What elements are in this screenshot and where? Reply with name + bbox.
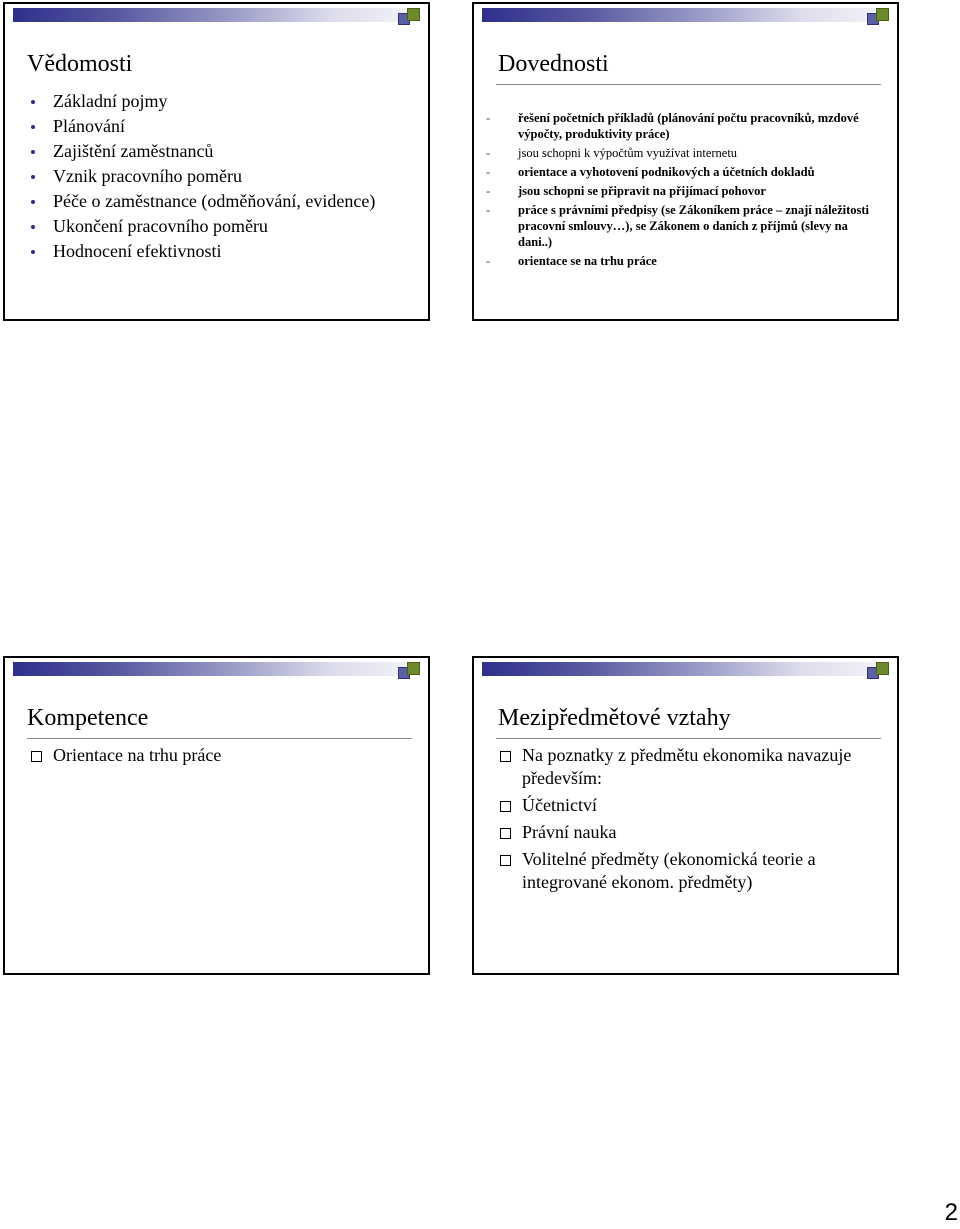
square-bullet-icon — [31, 751, 42, 762]
slide-header-bar — [482, 662, 889, 676]
bullet-dot-icon — [31, 125, 35, 129]
header-square-green — [876, 662, 889, 675]
title-divider — [496, 738, 881, 739]
header-gradient — [482, 662, 879, 676]
square-bullet-list — [31, 744, 416, 771]
header-gradient — [13, 8, 410, 22]
list-item: Základní pojmy — [31, 90, 416, 113]
list-item: - řešení početních příkladů (plánování počtu pracovníků, mzdové výpočty, produktivity práce) — [486, 111, 859, 141]
list-item: Volitelné předměty (ekonomická teorie a integrované ekonom. předměty) — [500, 848, 885, 894]
square-bullet-icon — [500, 801, 511, 812]
slide-title: Dovednosti — [498, 51, 609, 77]
header-square-green — [407, 8, 420, 21]
square-bullet-icon — [500, 855, 511, 866]
square-bullet-icon — [500, 751, 511, 762]
header-gradient — [482, 8, 879, 22]
square-bullet-list — [500, 744, 885, 898]
list-item: Právní nauka — [500, 821, 885, 844]
list-item: Na poznatky z předmětu ekonomika navazuje především: — [500, 744, 885, 790]
bullet-dot-icon — [31, 250, 35, 254]
page-number: 2 — [944, 1199, 958, 1226]
slide-dovednosti — [472, 2, 899, 321]
bullet-dot-icon — [31, 175, 35, 179]
list-item: Hodnocení efektivnosti — [31, 240, 416, 263]
list-item: Plánování — [31, 115, 416, 138]
bullet-dot-icon — [31, 150, 35, 154]
list-item: - orientace se na trhu práce — [486, 254, 657, 268]
list-item: Vznik pracovního poměru — [31, 165, 416, 188]
square-bullet-icon — [500, 828, 511, 839]
slide-kompetence — [3, 656, 430, 975]
list-item: Ukončení pracovního poměru — [31, 215, 416, 238]
slide-header-bar — [13, 8, 420, 22]
bullet-dot-icon — [31, 200, 35, 204]
list-item: Zajištění zaměstnanců — [31, 140, 416, 163]
bullet-dot-icon — [31, 225, 35, 229]
slide-title: Mezipředmětové vztahy — [498, 705, 731, 731]
slide-title: Kompetence — [27, 705, 149, 731]
slide-header-bar — [482, 8, 889, 22]
list-item: - jsou schopni se připravit na přijímací pohovor — [486, 184, 766, 198]
bullet-dot-icon — [31, 100, 35, 104]
header-gradient — [13, 662, 410, 676]
slide-title: Vědomosti — [27, 51, 133, 77]
list-item: - orientace a vyhotovení podnikových a účetních dokladů — [486, 165, 815, 179]
title-divider — [496, 84, 881, 85]
list-item: Péče o zaměstnance (odměňování, evidence) — [31, 190, 416, 213]
slide-vedomosti — [3, 2, 430, 321]
slide-mezipredmetove-vztahy — [472, 656, 899, 975]
dash-list — [486, 110, 881, 272]
list-item: - jsou schopni k výpočtům využívat internetu — [486, 146, 738, 160]
list-item: - práce s právními předpisy (se Zákoníkem práce – znají náležitosti pracovní smlouvy…), se Zákonem o daních z příjmů (slevy na dani..) — [486, 203, 870, 249]
title-divider — [27, 738, 412, 739]
list-item: Orientace na trhu práce — [31, 744, 416, 767]
slide-header-bar — [13, 662, 420, 676]
bullet-list — [31, 90, 416, 265]
header-square-green — [407, 662, 420, 675]
header-square-green — [876, 8, 889, 21]
list-item: Účetnictví — [500, 794, 885, 817]
